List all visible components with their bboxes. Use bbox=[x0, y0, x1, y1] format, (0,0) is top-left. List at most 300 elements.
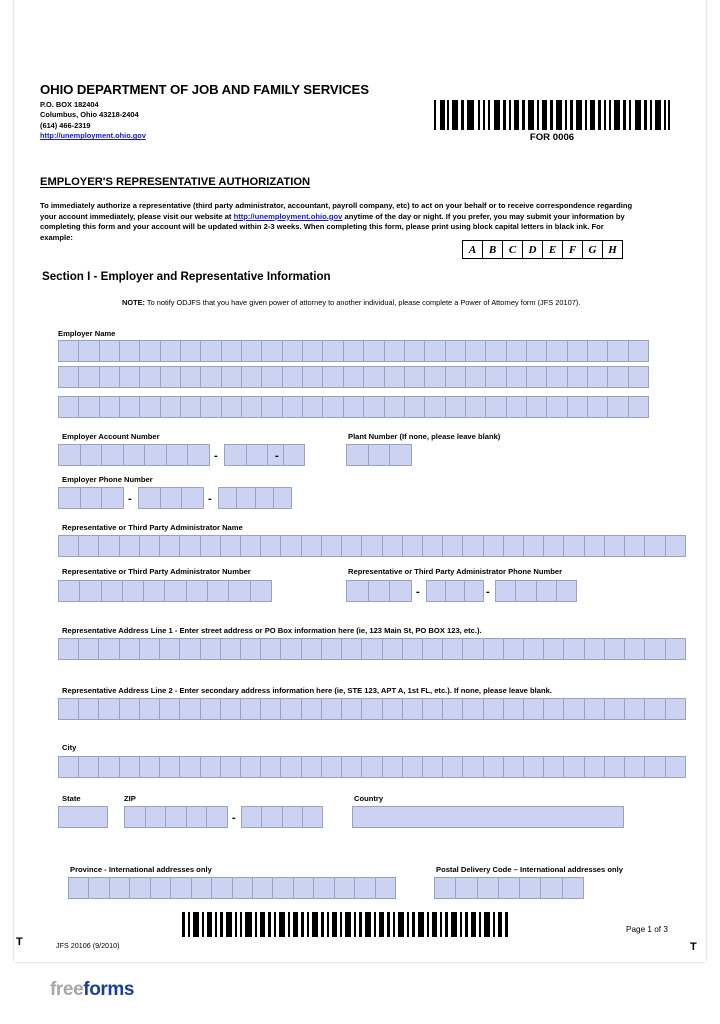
character-cell[interactable] bbox=[81, 445, 103, 465]
character-cell[interactable] bbox=[507, 397, 527, 417]
character-cell[interactable] bbox=[262, 397, 282, 417]
character-cell[interactable] bbox=[355, 878, 375, 898]
character-cell[interactable] bbox=[564, 536, 584, 556]
character-cell[interactable] bbox=[443, 757, 463, 777]
character-cell[interactable] bbox=[344, 367, 364, 387]
character-cell[interactable] bbox=[59, 488, 81, 508]
character-cell[interactable] bbox=[383, 536, 403, 556]
character-cell[interactable] bbox=[251, 581, 271, 601]
character-cell[interactable] bbox=[625, 536, 645, 556]
character-cell[interactable] bbox=[262, 367, 282, 387]
character-cell[interactable] bbox=[281, 699, 301, 719]
character-cell[interactable] bbox=[466, 397, 486, 417]
character-cell[interactable] bbox=[484, 699, 504, 719]
character-cell[interactable] bbox=[139, 488, 161, 508]
character-cell[interactable] bbox=[79, 699, 99, 719]
character-cell[interactable] bbox=[281, 536, 301, 556]
character-cell[interactable] bbox=[302, 536, 322, 556]
character-cell[interactable] bbox=[547, 341, 567, 361]
character-cell[interactable] bbox=[524, 757, 544, 777]
character-cell[interactable] bbox=[182, 488, 203, 508]
character-cell[interactable] bbox=[59, 536, 79, 556]
character-cell[interactable] bbox=[140, 536, 160, 556]
character-cell[interactable] bbox=[568, 341, 588, 361]
character-cell[interactable] bbox=[59, 699, 79, 719]
character-cell[interactable] bbox=[241, 757, 261, 777]
character-cell[interactable] bbox=[262, 807, 282, 827]
character-cell[interactable] bbox=[544, 699, 564, 719]
character-cell[interactable] bbox=[516, 581, 536, 601]
character-cell[interactable] bbox=[145, 445, 167, 465]
character-cell[interactable] bbox=[125, 807, 146, 827]
character-cell[interactable] bbox=[261, 639, 281, 659]
character-cell[interactable] bbox=[544, 639, 564, 659]
character-cell[interactable] bbox=[140, 397, 160, 417]
character-cell[interactable] bbox=[524, 536, 544, 556]
character-cell[interactable] bbox=[247, 445, 269, 465]
character-cell[interactable] bbox=[403, 536, 423, 556]
character-cell[interactable] bbox=[446, 581, 465, 601]
character-cell[interactable] bbox=[233, 878, 253, 898]
character-cell[interactable] bbox=[180, 639, 200, 659]
character-cell[interactable] bbox=[423, 757, 443, 777]
character-cell[interactable] bbox=[544, 757, 564, 777]
character-cell[interactable] bbox=[120, 757, 140, 777]
character-cell[interactable] bbox=[486, 397, 506, 417]
character-cell[interactable] bbox=[385, 341, 405, 361]
character-cell[interactable] bbox=[161, 341, 181, 361]
character-cell[interactable] bbox=[666, 699, 685, 719]
character-cell[interactable] bbox=[585, 536, 605, 556]
character-cell[interactable] bbox=[507, 341, 527, 361]
character-cell[interactable] bbox=[666, 757, 685, 777]
character-cell[interactable] bbox=[180, 536, 200, 556]
character-cell[interactable] bbox=[520, 878, 541, 898]
input-city[interactable] bbox=[58, 756, 686, 778]
character-cell[interactable] bbox=[463, 536, 483, 556]
agency-website-link[interactable]: http://unemployment.ohio.gov bbox=[40, 131, 146, 141]
character-cell[interactable] bbox=[385, 367, 405, 387]
character-cell[interactable] bbox=[201, 699, 221, 719]
character-cell[interactable] bbox=[201, 341, 221, 361]
character-cell[interactable] bbox=[207, 807, 227, 827]
character-cell[interactable] bbox=[140, 341, 160, 361]
character-cell[interactable] bbox=[303, 807, 322, 827]
character-cell[interactable] bbox=[171, 878, 191, 898]
character-cell[interactable] bbox=[102, 488, 123, 508]
character-cell[interactable] bbox=[222, 367, 242, 387]
character-cell[interactable] bbox=[221, 699, 241, 719]
character-cell[interactable] bbox=[547, 367, 567, 387]
character-cell[interactable] bbox=[544, 536, 564, 556]
character-cell[interactable] bbox=[99, 757, 119, 777]
character-cell[interactable] bbox=[322, 536, 342, 556]
character-cell[interactable] bbox=[123, 581, 144, 601]
character-cell[interactable] bbox=[100, 367, 120, 387]
character-cell[interactable] bbox=[605, 757, 625, 777]
character-cell[interactable] bbox=[322, 757, 342, 777]
character-cell[interactable] bbox=[241, 536, 261, 556]
character-cell[interactable] bbox=[79, 367, 99, 387]
character-cell[interactable] bbox=[120, 536, 140, 556]
character-cell[interactable] bbox=[446, 397, 466, 417]
character-cell[interactable] bbox=[423, 536, 443, 556]
character-cell[interactable] bbox=[242, 341, 262, 361]
character-cell[interactable] bbox=[242, 397, 262, 417]
character-cell[interactable] bbox=[342, 536, 362, 556]
character-cell[interactable] bbox=[364, 341, 384, 361]
character-cell[interactable] bbox=[362, 639, 382, 659]
character-cell[interactable] bbox=[281, 757, 301, 777]
character-cell[interactable] bbox=[323, 341, 343, 361]
character-cell[interactable] bbox=[465, 581, 483, 601]
character-cell[interactable] bbox=[466, 341, 486, 361]
character-cell[interactable] bbox=[144, 581, 165, 601]
character-cell[interactable] bbox=[625, 639, 645, 659]
character-cell[interactable] bbox=[364, 367, 384, 387]
character-cell[interactable] bbox=[130, 878, 150, 898]
character-cell[interactable] bbox=[625, 757, 645, 777]
character-cell[interactable] bbox=[362, 757, 382, 777]
character-cell[interactable] bbox=[283, 807, 303, 827]
character-cell[interactable] bbox=[405, 341, 425, 361]
character-cell[interactable] bbox=[303, 397, 323, 417]
input-province[interactable] bbox=[68, 877, 396, 899]
character-cell[interactable] bbox=[180, 699, 200, 719]
character-cell[interactable] bbox=[425, 341, 445, 361]
character-cell[interactable] bbox=[390, 445, 411, 465]
character-cell[interactable] bbox=[563, 878, 583, 898]
character-cell[interactable] bbox=[323, 397, 343, 417]
character-cell[interactable] bbox=[629, 341, 648, 361]
character-cell[interactable] bbox=[564, 699, 584, 719]
character-cell[interactable] bbox=[242, 367, 262, 387]
input-employer-phone-line-number[interactable] bbox=[218, 487, 292, 509]
character-cell[interactable] bbox=[625, 699, 645, 719]
character-cell[interactable] bbox=[423, 699, 443, 719]
character-cell[interactable] bbox=[124, 445, 146, 465]
character-cell[interactable] bbox=[302, 639, 322, 659]
character-cell[interactable] bbox=[376, 878, 395, 898]
character-cell[interactable] bbox=[167, 445, 189, 465]
character-cell[interactable] bbox=[629, 367, 648, 387]
character-cell[interactable] bbox=[423, 639, 443, 659]
character-cell[interactable] bbox=[222, 397, 242, 417]
character-cell[interactable] bbox=[314, 878, 334, 898]
character-cell[interactable] bbox=[274, 488, 291, 508]
character-cell[interactable] bbox=[335, 878, 355, 898]
character-cell[interactable] bbox=[403, 699, 423, 719]
character-cell[interactable] bbox=[342, 757, 362, 777]
character-cell[interactable] bbox=[484, 757, 504, 777]
character-cell[interactable] bbox=[59, 757, 79, 777]
character-cell[interactable] bbox=[242, 807, 262, 827]
character-cell[interactable] bbox=[225, 445, 247, 465]
character-cell[interactable] bbox=[89, 878, 109, 898]
character-cell[interactable] bbox=[208, 581, 229, 601]
character-cell[interactable] bbox=[102, 581, 123, 601]
character-cell[interactable] bbox=[222, 341, 242, 361]
input-postal-delivery-code[interactable] bbox=[434, 877, 584, 899]
character-cell[interactable] bbox=[187, 807, 208, 827]
character-cell[interactable] bbox=[383, 699, 403, 719]
character-cell[interactable] bbox=[564, 639, 584, 659]
character-cell[interactable] bbox=[568, 397, 588, 417]
instructions-website-link[interactable]: http://unemployment.ohio.gov bbox=[233, 211, 343, 221]
character-cell[interactable] bbox=[322, 699, 342, 719]
character-cell[interactable] bbox=[568, 367, 588, 387]
character-cell[interactable] bbox=[496, 581, 516, 601]
character-cell[interactable] bbox=[181, 367, 201, 387]
character-cell[interactable] bbox=[181, 341, 201, 361]
character-cell[interactable] bbox=[344, 397, 364, 417]
character-cell[interactable] bbox=[160, 699, 180, 719]
character-cell[interactable] bbox=[261, 699, 281, 719]
input-employer-account-number-part-2[interactable] bbox=[224, 444, 290, 466]
character-cell[interactable] bbox=[443, 699, 463, 719]
input-representative-number[interactable] bbox=[58, 580, 272, 602]
input-zip-code-5[interactable] bbox=[124, 806, 228, 828]
input-zip-code-plus-4[interactable] bbox=[241, 806, 323, 828]
character-cell[interactable] bbox=[456, 878, 477, 898]
character-cell[interactable] bbox=[499, 878, 520, 898]
character-cell[interactable] bbox=[666, 639, 685, 659]
character-cell[interactable] bbox=[59, 639, 79, 659]
character-cell[interactable] bbox=[219, 488, 237, 508]
character-cell[interactable] bbox=[140, 699, 160, 719]
character-cell[interactable] bbox=[645, 639, 665, 659]
character-cell[interactable] bbox=[537, 581, 557, 601]
character-cell[interactable] bbox=[140, 639, 160, 659]
input-representative-phone-line-number[interactable] bbox=[495, 580, 577, 602]
character-cell[interactable] bbox=[221, 757, 241, 777]
character-cell[interactable] bbox=[666, 536, 685, 556]
character-cell[interactable] bbox=[160, 639, 180, 659]
character-cell[interactable] bbox=[369, 445, 391, 465]
character-cell[interactable] bbox=[645, 699, 665, 719]
character-cell[interactable] bbox=[347, 445, 369, 465]
character-cell[interactable] bbox=[160, 536, 180, 556]
character-cell[interactable] bbox=[100, 341, 120, 361]
input-plant-number[interactable] bbox=[346, 444, 412, 466]
character-cell[interactable] bbox=[283, 341, 303, 361]
character-cell[interactable] bbox=[463, 639, 483, 659]
character-cell[interactable] bbox=[504, 757, 524, 777]
character-cell[interactable] bbox=[140, 757, 160, 777]
character-cell[interactable] bbox=[323, 367, 343, 387]
character-cell[interactable] bbox=[605, 536, 625, 556]
character-cell[interactable] bbox=[256, 488, 274, 508]
character-cell[interactable] bbox=[547, 397, 567, 417]
character-cell[interactable] bbox=[80, 581, 101, 601]
character-cell[interactable] bbox=[342, 639, 362, 659]
character-cell[interactable] bbox=[585, 757, 605, 777]
character-cell[interactable] bbox=[59, 397, 79, 417]
character-cell[interactable] bbox=[588, 367, 608, 387]
character-cell[interactable] bbox=[81, 488, 103, 508]
input-employer-name-line-2[interactable] bbox=[58, 366, 649, 388]
character-cell[interactable] bbox=[435, 878, 456, 898]
character-cell[interactable] bbox=[369, 581, 391, 601]
character-cell[interactable] bbox=[342, 699, 362, 719]
character-cell[interactable] bbox=[160, 757, 180, 777]
character-cell[interactable] bbox=[629, 397, 648, 417]
character-cell[interactable] bbox=[443, 536, 463, 556]
character-cell[interactable] bbox=[99, 536, 119, 556]
character-cell[interactable] bbox=[201, 397, 221, 417]
character-cell[interactable] bbox=[425, 397, 445, 417]
character-cell[interactable] bbox=[59, 445, 81, 465]
character-cell[interactable] bbox=[59, 367, 79, 387]
character-cell[interactable] bbox=[294, 878, 314, 898]
character-cell[interactable] bbox=[221, 536, 241, 556]
character-cell[interactable] bbox=[364, 397, 384, 417]
character-cell[interactable] bbox=[192, 878, 212, 898]
character-cell[interactable] bbox=[524, 699, 544, 719]
character-cell[interactable] bbox=[284, 445, 304, 465]
character-cell[interactable] bbox=[165, 581, 186, 601]
character-cell[interactable] bbox=[69, 878, 89, 898]
character-cell[interactable] bbox=[608, 341, 628, 361]
character-cell[interactable] bbox=[383, 639, 403, 659]
character-cell[interactable] bbox=[241, 639, 261, 659]
character-cell[interactable] bbox=[221, 639, 241, 659]
character-cell[interactable] bbox=[524, 639, 544, 659]
character-cell[interactable] bbox=[120, 397, 140, 417]
character-cell[interactable] bbox=[161, 397, 181, 417]
character-cell[interactable] bbox=[273, 878, 293, 898]
character-cell[interactable] bbox=[585, 699, 605, 719]
character-cell[interactable] bbox=[302, 757, 322, 777]
character-cell[interactable] bbox=[645, 536, 665, 556]
character-cell[interactable] bbox=[362, 699, 382, 719]
character-cell[interactable] bbox=[262, 341, 282, 361]
character-cell[interactable] bbox=[463, 757, 483, 777]
character-cell[interactable] bbox=[100, 397, 120, 417]
character-cell[interactable] bbox=[140, 367, 160, 387]
character-cell[interactable] bbox=[605, 699, 625, 719]
character-cell[interactable] bbox=[161, 488, 183, 508]
character-cell[interactable] bbox=[151, 878, 171, 898]
character-cell[interactable] bbox=[527, 341, 547, 361]
character-cell[interactable] bbox=[403, 757, 423, 777]
input-employer-phone-area-code[interactable] bbox=[58, 487, 124, 509]
character-cell[interactable] bbox=[261, 757, 281, 777]
character-cell[interactable] bbox=[201, 367, 221, 387]
character-cell[interactable] bbox=[166, 807, 187, 827]
character-cell[interactable] bbox=[504, 536, 524, 556]
input-employer-name-line-1[interactable] bbox=[58, 340, 649, 362]
character-cell[interactable] bbox=[303, 367, 323, 387]
character-cell[interactable] bbox=[79, 757, 99, 777]
character-cell[interactable] bbox=[283, 397, 303, 417]
character-cell[interactable] bbox=[146, 807, 167, 827]
character-cell[interactable] bbox=[79, 639, 99, 659]
character-cell[interactable] bbox=[99, 639, 119, 659]
character-cell[interactable] bbox=[608, 367, 628, 387]
character-cell[interactable] bbox=[541, 878, 562, 898]
character-cell[interactable] bbox=[302, 699, 322, 719]
character-cell[interactable] bbox=[463, 699, 483, 719]
input-address-line-1[interactable] bbox=[58, 638, 686, 660]
character-cell[interactable] bbox=[443, 639, 463, 659]
character-cell[interactable] bbox=[588, 341, 608, 361]
character-cell[interactable] bbox=[283, 367, 303, 387]
character-cell[interactable] bbox=[201, 639, 221, 659]
character-cell[interactable] bbox=[161, 367, 181, 387]
character-cell[interactable] bbox=[120, 367, 140, 387]
character-cell[interactable] bbox=[383, 757, 403, 777]
character-cell[interactable] bbox=[486, 341, 506, 361]
character-cell[interactable] bbox=[446, 367, 466, 387]
input-representative-name[interactable] bbox=[58, 535, 686, 557]
character-cell[interactable] bbox=[79, 397, 99, 417]
character-cell[interactable] bbox=[212, 878, 232, 898]
character-cell[interactable] bbox=[405, 397, 425, 417]
character-cell[interactable] bbox=[425, 367, 445, 387]
character-cell[interactable] bbox=[79, 536, 99, 556]
character-cell[interactable] bbox=[253, 878, 273, 898]
character-cell[interactable] bbox=[484, 536, 504, 556]
character-cell[interactable] bbox=[229, 581, 250, 601]
character-cell[interactable] bbox=[588, 397, 608, 417]
character-cell[interactable] bbox=[120, 639, 140, 659]
character-cell[interactable] bbox=[99, 699, 119, 719]
input-employer-phone-prefix[interactable] bbox=[138, 487, 204, 509]
character-cell[interactable] bbox=[303, 341, 323, 361]
character-cell[interactable] bbox=[527, 397, 547, 417]
character-cell[interactable] bbox=[608, 397, 628, 417]
character-cell[interactable] bbox=[322, 639, 342, 659]
character-cell[interactable] bbox=[120, 699, 140, 719]
character-cell[interactable] bbox=[478, 878, 499, 898]
character-cell[interactable] bbox=[241, 699, 261, 719]
character-cell[interactable] bbox=[504, 639, 524, 659]
character-cell[interactable] bbox=[403, 639, 423, 659]
character-cell[interactable] bbox=[427, 581, 446, 601]
input-state[interactable] bbox=[58, 806, 108, 828]
character-cell[interactable] bbox=[59, 581, 80, 601]
character-cell[interactable] bbox=[405, 367, 425, 387]
character-cell[interactable] bbox=[362, 536, 382, 556]
character-cell[interactable] bbox=[527, 367, 547, 387]
character-cell[interactable] bbox=[585, 639, 605, 659]
input-address-line-2[interactable] bbox=[58, 698, 686, 720]
character-cell[interactable] bbox=[390, 581, 411, 601]
character-cell[interactable] bbox=[79, 341, 99, 361]
character-cell[interactable] bbox=[504, 699, 524, 719]
character-cell[interactable] bbox=[181, 397, 201, 417]
character-cell[interactable] bbox=[201, 757, 221, 777]
character-cell[interactable] bbox=[110, 878, 130, 898]
character-cell[interactable] bbox=[261, 536, 281, 556]
character-cell[interactable] bbox=[120, 341, 140, 361]
character-cell[interactable] bbox=[187, 581, 208, 601]
character-cell[interactable] bbox=[466, 367, 486, 387]
character-cell[interactable] bbox=[102, 445, 124, 465]
character-cell[interactable] bbox=[484, 639, 504, 659]
character-cell[interactable] bbox=[385, 397, 405, 417]
character-cell[interactable] bbox=[201, 536, 221, 556]
character-cell[interactable] bbox=[281, 639, 301, 659]
character-cell[interactable] bbox=[645, 757, 665, 777]
character-cell[interactable] bbox=[59, 341, 79, 361]
character-cell[interactable] bbox=[486, 367, 506, 387]
input-country[interactable] bbox=[352, 806, 624, 828]
character-cell[interactable] bbox=[605, 639, 625, 659]
character-cell[interactable] bbox=[564, 757, 584, 777]
character-cell[interactable] bbox=[446, 341, 466, 361]
